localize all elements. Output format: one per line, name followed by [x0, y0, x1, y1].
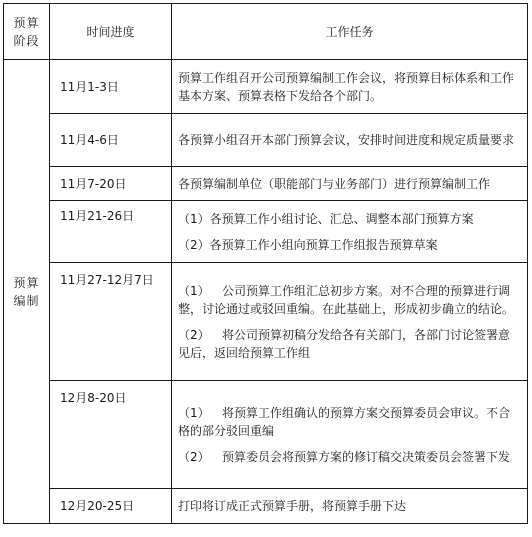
table-row [4, 167, 528, 201]
task-number: （1） [178, 283, 210, 298]
task-text: 将预算工作组确认的预算方案交预算委员会审议。不合格的部分驳回重编 [178, 405, 511, 438]
time-cell: 11月21-26日 [50, 201, 172, 263]
header-task-cell: 工作任务 [172, 4, 528, 60]
task-text: 各预算小组召开本部门预算会议，安排时间进度和规定质量要求 [178, 133, 515, 147]
task-text: 预算委员会将预算方案的修订稿交决策委员会签署下发 [222, 449, 511, 464]
time-cell: 11月27-12月7日 [50, 263, 172, 381]
header-row [4, 4, 528, 60]
task-cell [172, 201, 528, 263]
task-text: 公司预算工作组汇总初步方案。对不合理的预算进行调整，讨论通过或驳回重编。在此基础上，形成初步确立的结论。 [178, 283, 515, 316]
header-stage-line2: 阶段 [13, 33, 40, 48]
stage-line1: 预算 [13, 275, 40, 290]
table-row [4, 263, 528, 381]
table-row [4, 114, 528, 167]
time-cell: 11月1-3日 [50, 60, 172, 114]
task-text: 将公司预算初稿分发给各有关部门，各部门讨论签署意见后，返回给预算工作组 [178, 327, 511, 360]
task-item [178, 448, 519, 466]
task-text: 各预算编制单位（职能部门与业务部门）进行预算编制工作 [178, 176, 491, 191]
task-cell [172, 60, 528, 114]
table-row [4, 201, 528, 263]
task-text: 预算工作组召开公司预算编制工作会议，将预算目标体系和工作基本方案、预算表格下发给各个部门。 [178, 70, 515, 103]
task-item [178, 404, 519, 440]
time-cell: 12月20-25日 [50, 489, 172, 524]
task-text: （1）各预算工作小组讨论、汇总、调整本部门预算方案 [178, 211, 474, 226]
header-time-cell: 时间进度 [50, 4, 172, 60]
task-item [178, 282, 519, 318]
task-cell [172, 489, 528, 524]
header-stage-line1: 预算 [13, 15, 40, 30]
time-cell: 12月8-20日 [50, 381, 172, 489]
header-stage-cell [4, 4, 50, 60]
task-text: （2）各预算工作小组向预算工作组报告预算草案 [178, 237, 438, 252]
time-cell: 11月4-6日 [50, 114, 172, 167]
table-row [4, 381, 528, 489]
task-cell [172, 263, 528, 381]
budget-schedule-table [3, 3, 528, 524]
table-row [4, 489, 528, 524]
task-number: （2） [178, 327, 210, 342]
task-text: 打印将订成正式预算手册，将预算手册下达 [178, 499, 407, 513]
table-row [4, 60, 528, 114]
task-cell [172, 381, 528, 489]
task-cell [172, 114, 528, 167]
time-cell: 11月7-20日 [50, 167, 172, 201]
task-cell [172, 167, 528, 201]
task-item [178, 326, 519, 362]
task-number: （2） [178, 449, 210, 464]
task-number: （1） [178, 405, 210, 420]
stage-cell [4, 60, 50, 524]
stage-line2: 编制 [13, 293, 40, 308]
